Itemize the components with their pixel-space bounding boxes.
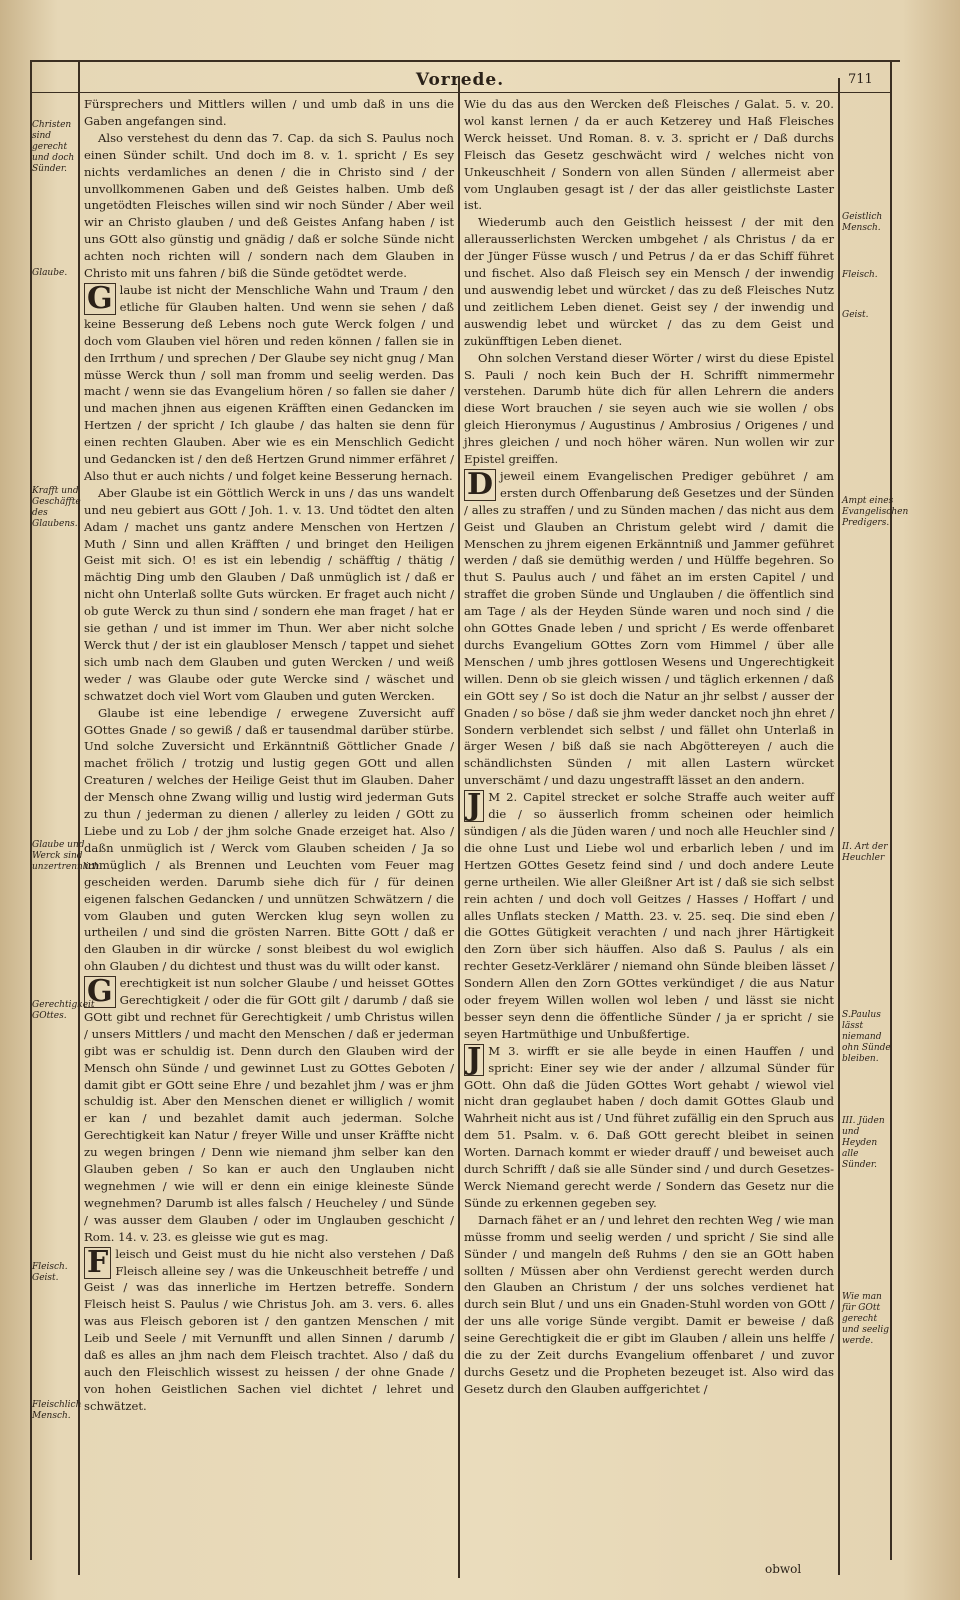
page-number: 711 [848, 72, 873, 87]
frame-rule-top [30, 60, 900, 62]
margin-note: Fleisch. Geist. [32, 1262, 68, 1283]
margin-note: Fleischlich Mensch. [32, 1400, 82, 1421]
frame-rule-inner-right [838, 78, 840, 1575]
running-head: Vorrede. [415, 70, 505, 90]
frame-rule-left [30, 60, 32, 1560]
paragraph: Wiederumb auch den Geistlich heissest / der mit den allerausserlichsten Wercken umbgehet / als Christus / da er der Jünger Füsse wusch / und Petrus / da er das Schiff führet und fischet. Also daß Fleisch sey ein Mensch / der inwendig und auswendig lebet und würcket / das zu deß Fleisches Nutz und zeitlichem Leben dienet. Geist sey / der inwendig und auswendig lebet und würcket / das zu dem Geist und zukünfftigen Leben dienet. [464, 215, 834, 348]
paragraph: Also verstehest du denn das 7. Cap. da sich S. Paulus noch einen Sünder schilt. Und doch im 8. v. 1. spricht / Es sey nichts verdamliches an denen / die in Christo sind / der unvollkommenen Gaben und deß Geistes halben. Umb deß ungetödten Fleisches willen sind wir noch Sünder / Aber weil wir an Christo glauben / und deß Geistes Anfang haben / ist uns GOtt also günstig und gnädig / daß er solche Sünde nicht achten noch richten will / sondern nach dem Glauben in Christo mit uns fahren / biß die Sünde getödtet werde. [84, 130, 454, 281]
paragraph: Darnach fähet er an / und lehret den rechten Weg / wie man müsse fromm und seelig werden / und spricht / Sie sind alle Sünder / und mangeln deß Ruhms / den sie an GOtt haben sollten / Müssen aber ohn Verdienst gerecht werden durch den Glauben an Christum / der uns solches verdienet hat durch sein Blut / und uns ein Gnaden-Stuhl worden von GOtt / der uns alle vorige Sünde vergibt. Damit er beweise / daß seine Gerechtigkeit die er gibt im Glauben / allein uns helffe / die zu der Zeit durchs Evangelium offenbaret / und zuvor durchs Gesetz und die Propheten bezeuget ist. Also wird das Gesetz durch den Glauben auffgerichtet / [464, 1212, 834, 1396]
paragraph: G laube ist nicht der Menschliche Wahn und Traum / den etliche für Glauben halten. Und wenn sie sehen / daß keine Besserung deß Lebens noch gute Werck folgen / und doch vom Glauben viel hören und reden können / fallen sie in den Irrthum / und sprechen / Der Glaube sey nicht gnug / Man müsse Werck thun / soll man fromm und seelig werden. Das macht / wenn sie das Evangelium hören / so fallen sie daher / und machen jhnen aus eigenen Kräfften einen Gedancken im Hertzen / der spricht / Ich glaube / das halten sie denn für einen rechten Glauben. Aber wie es ein Menschlich Gedicht und Gedancken ist / den deß Hertzen Grund nimmer erfähret / Also thut er auch nichts / und folget keine Besserung hernach. [84, 280, 454, 483]
margin-note: Fleisch. [842, 270, 878, 280]
margin-note: II. Art der Heuchler [842, 842, 888, 863]
margin-note: III. Jüden und Heyden alle Sünder. [842, 1116, 885, 1170]
paragraph: D jeweil einem Evangelischen Prediger gebühret / am ersten durch Offenbarung deß Gesetzes und der Sünden / alles zu straffen / und zu Sünden machen / das nicht aus dem Geist und Glauben an Christum gelebt wird / damit die Menschen zu jhrem eigenen Erkänntniß und Jammer geführet werden / daß sie demüthig werden / und Hülffe begehren. So thut S. Paulus auch / und fähet an im ersten Capitel / und straffet die groben Sünde und Unglauben / die öffentlich sind am Tage / als der Heyden Sünde waren und noch sind / die ohn GOttes Gnade leben / und spricht / Es werde offenbaret durchs Evangelium GOttes Zorn vom Himmel / über alle Menschen / umb jhres gottlosen Wesens und Ungerechtigkeit willen. Denn ob sie gleich wissen / und täglich erkennen / daß ein GOtt sey / So ist doch die Natur an jhr selbst / ausser der Gnaden / so böse / daß sie jhm weder dancket noch jhn ehret / Sondern verblendet sich selbst / und fället ohn Unterlaß in ärger Wesen / biß daß sie nach Abgöttereyen / auch die schändlichsten Sünden / mit allen Lastern würcket unverschämt / und dazu ungestrafft lässet an den andern. [464, 466, 834, 788]
drop-initial: F [84, 1247, 111, 1279]
drop-initial: G [84, 283, 116, 315]
paragraph: Fürsprechers und Mittlers willen / und umb daß in uns die Gaben angefangen sind. [84, 97, 454, 128]
margin-note: Christen sind gerecht und doch Sünder. [32, 120, 75, 174]
header-rule [30, 92, 892, 93]
margin-note: Glaube. [32, 268, 68, 278]
frame-rule-inner-left [78, 60, 80, 1575]
paragraph: J M 2. Capitel strecket er solche Straffe auch weiter auff die / so äusserlich fromm scheinen oder heimlich sündigen / als die Jüden waren / und noch alle Heuchler sind / die ohne Lust und Liebe wol und erbarlich leben / und im Hertzen GOttes Gesetz feind sind / und doch andere Leute gerne urtheilen. Wie aller Gleißner Art ist / daß sie sich selbst rein achten / und doch voll Geitzes / Hasses / Hoffart / und alles Unflats stecken / Matth. 23. v. 25. seq. Die sind eben / die GOttes Gütigkeit verachten / und nach jhrer Härtigkeit den Zorn über sich häuffen. Also daß S. Paulus / als ein rechter Gesetz-Verklärer / niemand ohn Sünde bleiben lässet / Sondern Allen den Zorn GOttes verkündiget / die aus Natur oder freyem Willen wollen wol leben / und lässt sie nicht besser seyn denn die öffentliche Sünder / ja er spricht / sie seyen Hartmüthige und Unbußfertige. [464, 788, 834, 1041]
left-text-column [84, 96, 454, 1415]
margin-note: Gerechtigkeit GOttes. [32, 1000, 95, 1021]
margin-note: Krafft und Geschäffte des Glaubens. [32, 486, 81, 529]
margin-note: Ampt eines Evangelischen Predigers. [842, 496, 909, 528]
paragraph: F leisch und Geist must du hie nicht also verstehen / Daß Fleisch alleine sey / was die Unkeuschheit betreffe / und Geist / was das innerliche im Hertzen betreffe. Sondern Fleisch heist S. Paulus / wie Christus Joh. am 3. vers. 6. alles was aus Fleisch geboren ist / den gantzen Menschen / mit Leib und Seele / mit Vernunfft und allen Sinnen / darumb / daß es alles an jhm nach dem Fleisch trachtet. Also / daß du auch den Fleischlich wissest zu heissen / der ohne Gnade / von hohen Geistlichen Sachen viel dichtet / lehret und schwätzet. [84, 1244, 454, 1413]
column-divider [458, 78, 460, 1578]
catchword: obwol [765, 1562, 802, 1576]
drop-initial: D [464, 469, 496, 501]
margin-note: Geist. [842, 310, 869, 320]
paragraph: Ohn solchen Verstand dieser Wörter / wirst du diese Epistel S. Pauli / noch kein Buch der H. Schrifft nimmermehr verstehen. Darumb hüte dich für allen Lehrern die anders diese Wort brauchen / sie seyen auch wie sie wollen / obs gleich Hieronymus / Augustinus / Ambrosius / Origenes / und jhres gleichen / und noch höher wären. Nun wollen wir zur Epistel greiffen. [464, 350, 834, 467]
drop-initial: J [464, 1044, 484, 1076]
paragraph: Glaube ist eine lebendige / erwegene Zuversicht auff GOttes Gnade / so gewiß / daß er tausendmal darüber stürbe. Und solche Zuversicht und Erkänntniß Göttlicher Gnade / machet frölich / trotzig und lustig gegen GOtt und allen Creaturen / welches der Heilige Geist thut im Glauben. Daher der Mensch ohne Zwang willig und lustig wird jederman Guts zu thun / jederman zu dienen / allerley zu leiden / GOtt zu Liebe und zu Lob / der jhm solche Gnade erzeiget hat. Also / daßn unmüglich ist / Werck vom Glauben scheiden / Ja so unmüglich / als Brennen und Leuchten vom Feuer mag gescheiden werden. Darumb siehe dich für / für deinen eigenen falschen Gedancken / und unnützen Schwätzern / die vom Glauben und guten Wercken klug seyn wollen zu urtheilen / und sind die grösten Narren. Bitte GOtt / daß er den Glauben in dir würcke / sonst bleibest du wol ewiglich ohn Glauben / du dichtest und thust was du willt oder kanst. [84, 705, 454, 974]
margin-note: S.Paulus lässt niemand ohn Sünde bleiben. [842, 1010, 891, 1064]
right-text-column [464, 96, 834, 1398]
margin-note: Wie man für GOtt gerecht und seelig werde. [842, 1292, 890, 1346]
paragraph: J M 3. wirfft er sie alle beyde in einen Hauffen / und spricht: Einer sey wie der ander / allzumal Sünder für GOtt. Ohn daß die Jüden GOttes Wort gehabt / wiewol viel nicht dran geglaubet haben / doch damit GOttes Glaub und Wahrheit nicht aus ist / Und führet zufällig ein den Spruch aus dem 51. Psalm. v. 6. Daß GOtt gerecht bleibet in seinen Worten. Darnach kommt er wieder drauff / und beweiset auch durch Schrifft / daß sie alle Sünder sind / und durch Gesetzes-Werck Niemand gerecht werde / Sondern das Gesetz nur die Sünde zu erkennen gegeben sey. [464, 1041, 834, 1210]
drop-initial: J [464, 790, 484, 822]
margin-note: Glaube und Werck sind unzertrennlich. [32, 840, 103, 872]
paragraph: G erechtigkeit ist nun solcher Glaube / und heisset GOttes Gerechtigkeit / oder die für GOtt gilt / darumb / daß sie GOtt gibt und rechnet für Gerechtigkeit / umb Christus willen / unsers Mittlers / und macht den Menschen / daß er jederman gibt was er schuldig ist. Denn durch den Glauben wird der Mensch ohn Sünde / und gewinnet Lust zu GOttes Geboten / damit gibt er GOtt seine Ehre / und bezahlet jhm / was er jhm schuldig ist. Aber den Menschen dienet er williglich / womit er kan / und bezahlet damit auch jederman. Solche Gerechtigkeit kan Natur / freyer Wille und unser Kräffte nicht zu wegen bringen / Denn wie niemand jhm selber kan den Glauben geben / So kan er auch den Unglauben nicht wegnehmen / wie will er denn ein einige kleineste Sünde wegnehmen? Darumb ist alles falsch / Heucheley / und Sünde / was ausser dem Glauben / oder im Unglauben geschicht / Rom. 14. v. 23. es gleisse wie gut es mag. [84, 974, 454, 1244]
paragraph: Aber Glaube ist ein Göttlich Werck in uns / das uns wandelt und neu gebiert aus GOtt / Joh. 1. v. 13. Und tödtet den alten Adam / machet uns gantz andere Menschen von Hertzen / Muth / Sinn und allen Kräfften / und bringet den Heiligen Geist mit sich. O! es ist ein lebendig / schäfftig / thätig / mächtig Ding umb den Glauben / Daß unmüglich ist / daß er nicht ohn Unterlaß sollte Guts würcken. Er fraget auch nicht / ob gute Werck zu thun sind / sondern ehe man fraget / hat er sie gethan / und ist immer im Thun. Wer aber nicht solche Werck thut / der ist ein glaubloser Mensch / tappet und siehet sich umb nach dem Glauben und guten Wercken / und weiß weder / was Glaube oder gute Wercke sind / wäschet und schwatzet doch viel Wort vom Glauben und guten Wercken. [84, 485, 454, 703]
paragraph: Wie du das aus den Wercken deß Fleisches / Galat. 5. v. 20. wol kanst lernen / da er auch Ketzerey und Haß Fleisches Werck heisset. Und Roman. 8. v. 3. spricht er / Daß durchs Fleisch das Gesetz geschwächt wird / welches nicht von Unkeuschheit / Sondern von allen Sünden / allermeist aber vom Unglauben gesagt ist / der das aller geistlichste Laster ist. [464, 97, 834, 213]
drop-initial: G [84, 976, 116, 1008]
margin-note: Geistlich Mensch. [842, 212, 883, 233]
